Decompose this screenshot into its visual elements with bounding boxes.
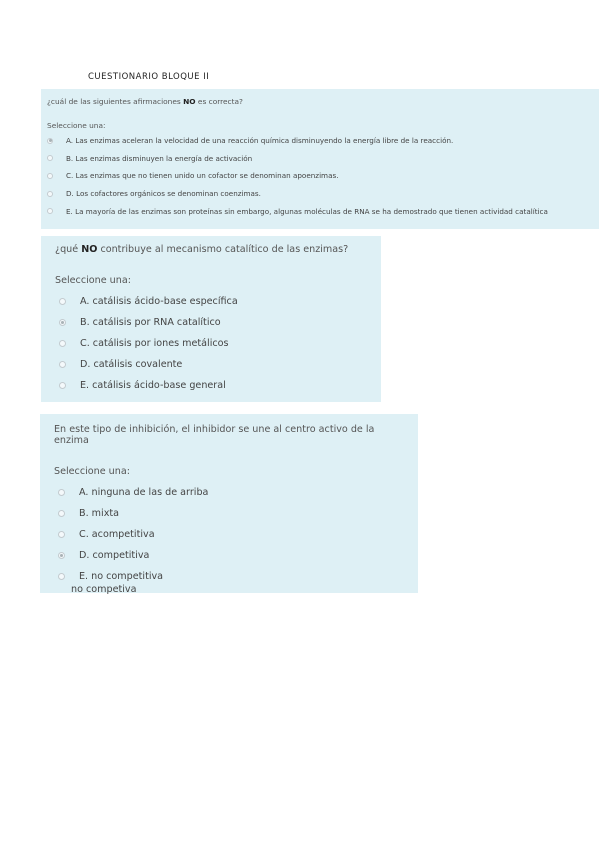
answer-option-b[interactable] (47, 150, 593, 168)
answer-option-c[interactable] (55, 333, 367, 354)
answer-option-e[interactable] (55, 375, 367, 396)
question-text-part: ¿qué (55, 244, 82, 255)
option-label: C. catálisis por iones metálicos (80, 338, 229, 349)
option-label: E. no competitiva (79, 571, 164, 582)
question-3-card (40, 414, 418, 593)
option-label: D. competitiva (79, 550, 150, 561)
option-label: B. mixta (79, 508, 120, 519)
radio-button-icon[interactable] (59, 382, 66, 389)
radio-button-icon[interactable] (59, 319, 66, 326)
option-label: E. La mayoría de las enzimas son proteínas sin embargo, algunas moléculas de RNA se ha demostrado que tienen actividad catalítica (66, 206, 548, 216)
option-label: D. Los cofactores orgánicos se denominan coenzimas. (66, 189, 261, 199)
radio-button-icon[interactable] (47, 208, 53, 214)
question-emphasis: NO (81, 244, 98, 255)
option-label: A. ninguna de las de arriba (79, 487, 209, 498)
radio-button-icon[interactable] (47, 191, 53, 197)
answer-option-a[interactable] (47, 132, 593, 150)
answer-option-a[interactable] (54, 482, 404, 503)
question-2-card (41, 236, 381, 402)
radio-button-icon[interactable] (59, 298, 66, 305)
question-emphasis: NO (183, 97, 196, 106)
option-label: B. catálisis por RNA catalítico (80, 317, 221, 328)
answer-option-d[interactable] (55, 354, 367, 375)
radio-button-icon[interactable] (58, 531, 65, 538)
option-label: B. Las enzimas disminuyen la energía de activación (66, 153, 253, 163)
radio-button-icon[interactable] (58, 489, 65, 496)
question-text (47, 97, 593, 106)
answer-option-a[interactable] (55, 291, 367, 312)
question-text-part: es correcta? (195, 97, 243, 106)
option-label: C. Las enzimas que no tienen unido un cofactor se denominan apoenzimas. (66, 171, 339, 181)
radio-button-icon[interactable] (47, 173, 53, 179)
option-label: C. acompetitiva (79, 529, 155, 540)
question-text (55, 244, 367, 255)
select-prompt: Seleccione una: (55, 275, 131, 286)
radio-button-icon[interactable] (47, 155, 53, 161)
radio-button-icon[interactable] (58, 552, 65, 559)
answer-option-d[interactable] (54, 545, 404, 566)
option-label: A. catálisis ácido-base específica (80, 296, 238, 307)
question-text (54, 424, 404, 446)
radio-button-icon[interactable] (59, 361, 66, 368)
question-text-part: ¿cuál de las siguientes afirmaciones (47, 97, 184, 106)
answer-option-b[interactable] (54, 503, 404, 524)
option-label: A. Las enzimas aceleran la velocidad de una reacción química disminuyendo la energía libre de la reacción. (66, 136, 454, 146)
select-prompt: Seleccione una: (54, 466, 130, 477)
radio-button-icon[interactable] (47, 138, 53, 144)
option-label: D. catálisis covalente (80, 359, 183, 370)
page-title: CUESTIONARIO BLOQUE II (88, 72, 210, 82)
option-label: E. catálisis ácido-base general (80, 380, 226, 391)
radio-button-icon[interactable] (58, 510, 65, 517)
question-1-card (41, 89, 599, 229)
select-prompt: Seleccione una: (47, 121, 106, 130)
radio-button-icon[interactable] (59, 340, 66, 347)
answer-option-c[interactable] (47, 167, 593, 185)
answer-option-d[interactable] (47, 185, 593, 203)
answer-option-b[interactable] (55, 312, 367, 333)
overlapping-answer-text: no competiva (71, 584, 137, 595)
answer-option-c[interactable] (54, 524, 404, 545)
answer-option-e[interactable] (47, 202, 593, 220)
question-text-part: contribuye al mecanismo catalítico de las enzimas? (97, 244, 349, 255)
radio-button-icon[interactable] (58, 573, 65, 580)
question-text-part: En este tipo de inhibición, el inhibidor se une al centro activo de la enzima (54, 424, 375, 446)
